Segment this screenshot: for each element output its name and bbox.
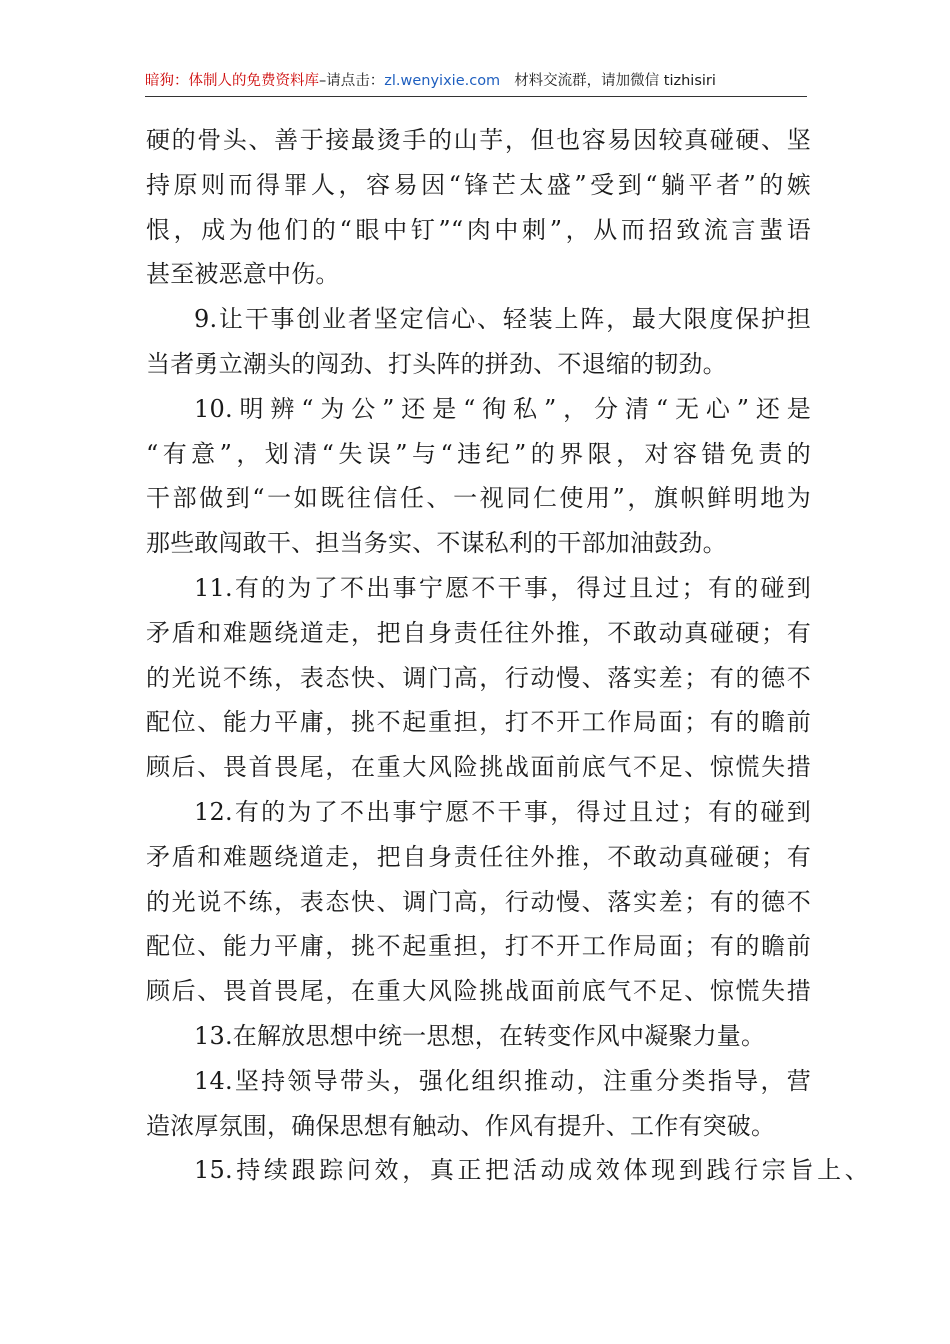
body-line: 顾后、畏首畏尾，在重大风险挑战面前底气不足、惊慌失措 <box>146 977 811 1006</box>
body-line: 11.有的为了不出事宁愿不干事，得过且过；有的碰到 <box>194 573 811 602</box>
body-line: 硬的骨头、善于接最烫手的山芋，但也容易因较真碰硬、坚 <box>146 126 811 154</box>
body-line: 干部做到“一如既往信任、一视同仁使用”，旗帜鲜明地为 <box>146 484 811 513</box>
body-line: 恨，成为他们的“眼中钉”“肉中刺”，从而招致流言蜚语 <box>146 215 811 244</box>
body-line: 那些敢闯敢干、担当务实、不谋私利的干部加油鼓劲。 <box>146 529 727 558</box>
body-line: 配位、能力平庸，挑不起重担，打不开工作局面；有的瞻前 <box>146 708 811 737</box>
body-line: 14.坚持领导带头，强化组织推动，注重分类指导，营 <box>194 1066 811 1095</box>
body-line: 9.让干事创业者坚定信心、轻装上阵，最大限度保护担 <box>194 305 811 334</box>
body-line: 15.持续跟踪问效，真正把活动成效体现到践行宗旨上、 <box>194 1156 869 1185</box>
body-line: 12.有的为了不出事宁愿不干事，得过且过；有的碰到 <box>194 797 811 826</box>
body-line: 顾后、畏首畏尾，在重大风险挑战面前底气不足、惊慌失措 <box>146 753 811 782</box>
body-line: 13.在解放思想中统一思想，在转变作风中凝聚力量。 <box>194 1021 766 1050</box>
body-line: 的光说不练，表态快、调门高，行动慢、落实差；有的德不 <box>146 887 811 916</box>
body-line: 矛盾和难题绕道走，把自身责任往外推，不敢动真碰硬；有 <box>146 842 811 871</box>
header-note: 材料交流群，请加微信 tizhisiri <box>514 73 716 89</box>
body-line: 造浓厚氛围，确保思想有触动、作风有提升、工作有突破。 <box>146 1111 776 1140</box>
body-line: “有意”，划清“失误”与“违纪”的界限，对容错免责的 <box>146 439 811 468</box>
body-line: 甚至被恶意中伤。 <box>146 260 340 289</box>
body-line: 持原则而得罪人，容易因“锋芒太盛”受到“躺平者”的嫉 <box>146 170 811 199</box>
body-line: 矛盾和难题绕道走，把自身责任往外推，不敢动真碰硬；有 <box>146 618 811 647</box>
header-prompt: –请点击： <box>319 73 385 89</box>
document-body <box>146 118 869 1193</box>
page-header <box>145 70 807 97</box>
body-line: 当者勇立潮头的闯劲、打头阵的拼劲、不退缩的韧劲。 <box>146 349 727 378</box>
header-url-link[interactable]: zl.wenyixie.com <box>384 73 501 89</box>
body-line: 配位、能力平庸，挑不起重担，打不开工作局面；有的瞻前 <box>146 932 811 961</box>
body-line: 的光说不练，表态快、调门高，行动慢、落实差；有的德不 <box>146 663 811 692</box>
body-line: 10.明辨“为公”还是“徇私”，分清“无心”还是 <box>194 394 811 423</box>
header-site-name: 暗狗：体制人的免费资料库 <box>145 73 319 89</box>
